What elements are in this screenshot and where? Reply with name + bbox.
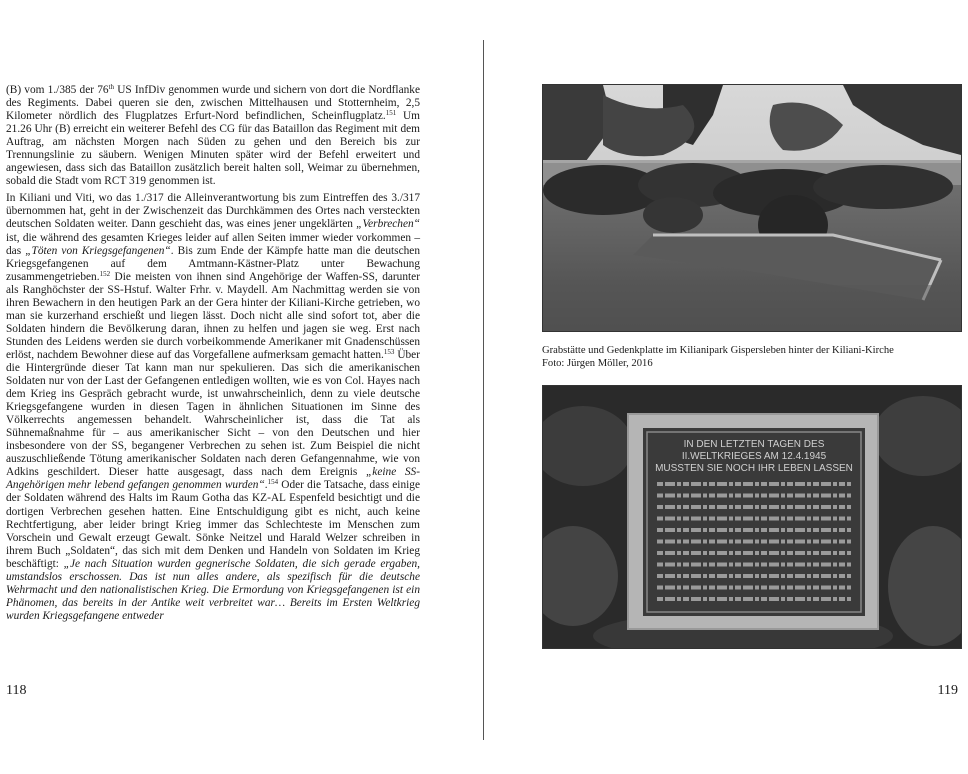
footnote-marker: th [108,83,115,91]
grave-site-photo [542,84,962,332]
text-run: Oder die Tatsache, dass einige der Soldaten während des Halts im Raum Gotha das KZ-AL Espenfeld besichtigt und die dortigen Verbrechen gesehen hatten. Eine Entschuldigung gibt es nicht, auch keine Rechtfertigung, aber leider bringt Krieg immer das Schlechteste im Menschen zum Vorschein und Gewalt erzeugt Gewalt. Sönke Neitzel und Harald Welzer schreiben in ihrem Buch „Soldaten“, das sich mit dem Denken und Handeln von Soldaten im Krieg beschäftigt: [6,479,420,570]
footnote-marker: 154 [267,478,279,487]
left-page-body-text [6,84,420,627]
book-gutter-divider [483,40,484,740]
text-run: Über die Hintergründe dieser Tat kann man nur spekulieren. Das sich die amerikanischen Soldaten nur von der Last der Gefangenen entledigen wollten, wie es von Col. Hayes nach dem Krieg ins Gespräch gebracht wurde, ist unwahrscheinlich, denn zu viele deutsche Kriegsgefangene wurden in diesen Tagen in ähnlichen Situationen im Sinne des Völkerrechts angemessen behandelt. Wahrscheinlicher ist, dass die Tat als Sühnemaßnahme für – aus amerikanischer Sicht – von den Deutschen und hier insbesondere von der SS, begangener Verbrechen zu sehen ist. Zum Beispiel die nicht auszuschließende Tötung amerikanischer Soldaten nach deren Gefangennahme, wie von Adkins geschildert. Dieser hatte ausgesagt, dass nach dem Ereignis [6,348,420,479]
body-paragraph [6,84,420,188]
left-page [0,0,483,774]
right-page [485,0,968,774]
caption-line-2: Foto: Jürgen Möller, 2016 [542,358,653,369]
text-run: US InfDiv genommen wurde und sichern von dort die Nordflanke des Regiments. Dabei queren sie den, zwischen Mittelhausen und Stotternheim, 2,5 Kilometer nördlich des Flugplatzes Erfurt-Nord befindlichen, Scheinflugplatz. [6,84,420,123]
text-run: . [264,479,268,492]
text-run: Die meisten von ihnen sind Angehörige der Waffen-SS, darunter als Ranghöchster der SS-Hstuf. Walter Frhr. v. Maydell. Am Nachmittag werden sie von ihren Bewachern in den heutigen Park an der Gera hinter der Kiliani-Kirche getrieben, wo man sie kurzerhand erschießt und liegen lässt. Doch nicht alle sind sofort tot, aber die Soldaten hindern die Bevölkerung daran, ihnen zu helfen und jagen sie weg. Erst nach Stunden des Leidens werden sie durch vorbeikommende Amerikaner mit Gnadenschüssen erlöst, nachdem Bewohner diese auf das Vorgefallene aufmerksam gemacht hatten. [6,270,420,361]
text-run: (B) vom 1./385 der 76 [6,84,109,96]
footnote-marker: 151 [385,109,397,118]
text-run: Um 21.26 Uhr (B) erreicht ein weiterer Befehl des CG für das Bataillon das Regiment mit dem Auftrag, am nächsten Morgen nach Süden zu gehen und den Bereich bis zur Trennungslinie zu säubern. Wenigen Minuten später wird der Befehl erweitert und angewiesen, dass sich das Bataillon zusätzlich bereit halten soll, Weimar zu übernehmen, sobald die Stadt vom RCT 319 genommen ist. [6,110,420,188]
right-page-number: 119 [937,683,958,698]
footnote-marker: 153 [383,347,395,356]
emphasized-text: „keine SS-Angehörigen mehr lebend gefangen genommen wurden“ [6,466,420,492]
caption-line-1: Grabstätte und Gedenkplatte im Kilianipark Gispersleben hinter der Kiliani-Kirche [542,345,894,356]
memorial-plaque-photo [542,385,962,649]
emphasized-text: „Töten von Kriegsgefangenen“ [25,244,171,257]
photo-caption [542,344,962,370]
plaque-heading-line-3: MUSSTEN SIE NOCH IHR LEBEN LASSEN [655,463,853,474]
plaque-heading-line-1: IN DEN LETZTEN TAGEN DES [683,439,825,450]
left-page-number: 118 [6,683,27,698]
emphasized-text: „Je nach Situation wurden gegnerische Soldaten, die sich gerade ergaben, umstandslos erschossen. Das ist nun alles andere, als spezifisch für die deutsche Wehrmacht und den nationalistischen Krieg. Die Ermordung von Kriegsgefangenen ist ein Phänomen, das bereits in der Antike weit verbreitet war… Bereits im Ersten Weltkrieg wurden Kriegsgefangene entweder [6,557,420,622]
body-paragraph [6,192,420,623]
plaque-heading-line-2: II.WELTKRIEGES AM 12.4.1945 [681,451,827,462]
text-run: In Kiliani und Viti, wo das 1./317 die Alleinverantwortung bis zum Eintreffen des 3./317 übernommen hat, geht in der Zwischenzeit das Durchkämmen des Ortes nach versteckten deutschen Soldaten weiter. Dann geschieht das, was eines jener ungeklärten [6,192,420,231]
text-run: . Bis zum Ende der Kämpfe hatte man die deutschen Kriegsgefangenen auf dem Amtmann-Kästner-Platz unter Bewachung zusammengetrieben. [6,244,420,283]
footnote-marker: 152 [99,269,111,278]
emphasized-text: „Verbrechen“ [356,218,420,231]
text-run: ist, die während des gesamten Krieges leider auf allen Seiten immer wieder vorkommen – das [6,231,420,257]
